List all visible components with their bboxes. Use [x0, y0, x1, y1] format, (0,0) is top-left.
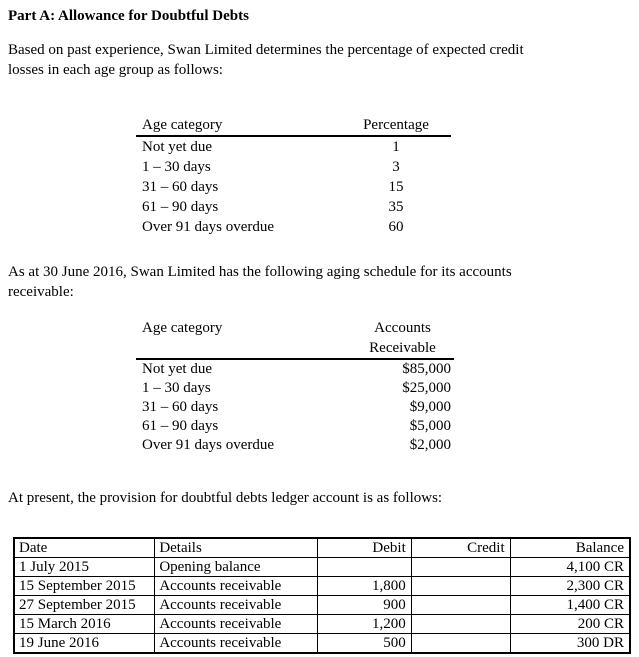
cell-balance: 4,100 CR: [510, 558, 630, 577]
cell-percentage: 15: [388, 179, 404, 195]
cell-receivable-amount: $25,000: [402, 380, 451, 396]
header-accounts: Accounts: [374, 320, 431, 336]
paragraph-line: receivable:: [8, 284, 74, 300]
table-row: [14, 596, 630, 615]
table-row: [136, 157, 451, 177]
table-row: [136, 436, 454, 455]
cell-receivable-amount: $9,000: [409, 399, 451, 415]
aging-schedule-table: [136, 318, 454, 455]
table-row: [136, 177, 451, 197]
cell-credit: [411, 634, 510, 654]
loss-percentage-table: [136, 115, 451, 237]
header-age-category: Age category: [142, 320, 223, 336]
cell-balance: 2,300 CR: [510, 577, 630, 596]
page-title: Part A: Allowance for Doubtful Debts: [8, 8, 249, 24]
cell-debit: 900: [317, 596, 411, 615]
cell-details: Accounts receivable: [155, 577, 317, 596]
header-receivable: Receivable: [351, 338, 454, 359]
header-empty: [136, 338, 351, 359]
cell-date: 15 March 2016: [14, 615, 155, 634]
cell-balance: 200 CR: [510, 615, 630, 634]
cell-balance: 1,400 CR: [510, 596, 630, 615]
table-row: [14, 577, 630, 596]
cell-date: 19 June 2016: [14, 634, 155, 654]
table-header-row: [136, 318, 454, 338]
table-row: [136, 136, 451, 157]
cell-details: Accounts receivable: [155, 634, 317, 654]
header-percentage: Percentage: [341, 115, 451, 136]
header-details: Details: [155, 538, 317, 558]
cell-age-category: 61 – 90 days: [142, 199, 219, 215]
table-row: [14, 558, 630, 577]
cell-credit: [411, 596, 510, 615]
cell-age-category: 1 – 30 days: [142, 380, 211, 396]
paragraph-ledger-intro: At present, the provision for doubtful debts ledger account is as follows:: [8, 490, 443, 506]
header-credit: Credit: [411, 538, 510, 558]
cell-age-category: 31 – 60 days: [142, 399, 219, 415]
cell-details: Accounts receivable: [155, 615, 317, 634]
cell-age-category: Not yet due: [142, 361, 212, 377]
cell-age-category: 31 – 60 days: [142, 179, 219, 195]
table-row: [136, 417, 454, 436]
provision-ledger-table: [13, 537, 631, 654]
cell-debit: 1,800: [317, 577, 411, 596]
paragraph-line: As at 30 June 2016, Swan Limited has the following aging schedule for its accounts: [8, 264, 512, 280]
cell-percentage: 60: [388, 219, 404, 235]
paragraph-credit-loss-intro: [8, 40, 631, 80]
table-row: [136, 379, 454, 398]
table-row: [136, 197, 451, 217]
cell-date: 27 September 2015: [14, 596, 155, 615]
cell-details: Opening balance: [155, 558, 317, 577]
cell-percentage: 1: [392, 139, 400, 155]
cell-credit: [411, 558, 510, 577]
cell-age-category: Over 91 days overdue: [142, 437, 275, 453]
table-header-row: [14, 538, 630, 558]
cell-receivable-amount: $2,000: [409, 437, 451, 453]
table-header-row: [136, 338, 454, 359]
table-row: [14, 634, 630, 654]
header-balance: Balance: [510, 538, 630, 558]
cell-debit: 1,200: [317, 615, 411, 634]
table-header-row: [136, 115, 451, 136]
header-date: Date: [14, 538, 155, 558]
cell-age-category: 1 – 30 days: [142, 159, 211, 175]
cell-age-category: Not yet due: [142, 139, 212, 155]
table-row: [14, 615, 630, 634]
table-row: [136, 217, 451, 237]
cell-date: 1 July 2015: [14, 558, 155, 577]
header-debit: Debit: [317, 538, 411, 558]
cell-credit: [411, 615, 510, 634]
cell-receivable-amount: $85,000: [402, 361, 451, 377]
cell-age-category: 61 – 90 days: [142, 418, 219, 434]
table-row: [136, 398, 454, 417]
paragraph-line: losses in each age group as follows:: [8, 62, 223, 78]
cell-age-category: Over 91 days overdue: [142, 219, 275, 235]
paragraph-line: Based on past experience, Swan Limited determines the percentage of expected credit: [8, 42, 524, 58]
header-age-category: Age category: [136, 115, 341, 136]
cell-debit: [317, 558, 411, 577]
cell-receivable-amount: $5,000: [409, 418, 451, 434]
table-row: [136, 359, 454, 379]
cell-debit: 500: [317, 634, 411, 654]
cell-balance: 300 DR: [510, 634, 630, 654]
paragraph-aging-schedule-intro: [8, 262, 631, 302]
cell-date: 15 September 2015: [14, 577, 155, 596]
cell-credit: [411, 577, 510, 596]
cell-percentage: 35: [388, 199, 404, 215]
cell-details: Accounts receivable: [155, 596, 317, 615]
cell-percentage: 3: [392, 159, 400, 175]
